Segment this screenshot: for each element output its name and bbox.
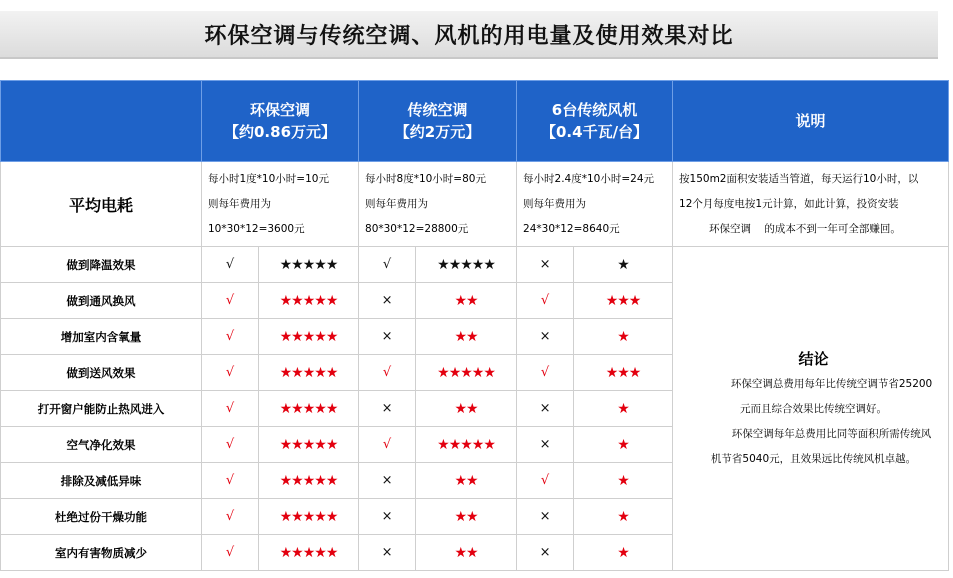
- eco-ac-stars: ★★★★★: [259, 283, 359, 319]
- fans-stars: ★: [574, 427, 673, 463]
- traditional-ac-stars: ★★: [416, 499, 517, 535]
- calc-line: 则每年费用为: [208, 197, 271, 210]
- feature-label: 空气净化效果: [1, 427, 202, 463]
- fans-cost-cell: [517, 162, 673, 247]
- calc-line: 则每年费用为: [365, 197, 429, 210]
- comparison-table: [0, 80, 949, 571]
- eco-ac-mark: √: [202, 319, 259, 355]
- traditional-ac-stars: ★★: [416, 391, 517, 427]
- traditional-ac-stars: ★★★★★: [416, 355, 517, 391]
- eco-ac-mark: √: [202, 463, 259, 499]
- feature-label: 打开窗户能防止热风进入: [1, 391, 202, 427]
- traditional-ac-mark: ×: [359, 535, 416, 571]
- eco-ac-stars: ★★★★★: [259, 319, 359, 355]
- eco-ac-mark: √: [202, 247, 259, 283]
- note-tail: 的成本不到一年可全部赚回。: [764, 222, 901, 235]
- conclusion-text: 环保空调总费用每年比传统空调节省25200: [730, 377, 933, 390]
- fans-mark: √: [517, 463, 574, 499]
- calc-line: 每小时1度*10小时=10元: [208, 172, 329, 185]
- fans-mark: ×: [517, 391, 574, 427]
- traditional-ac-mark: ×: [359, 283, 416, 319]
- feature-label: 室内有害物质减少: [1, 535, 202, 571]
- feature-label: 做到降温效果: [1, 247, 202, 283]
- conclusion-title: 结论: [798, 349, 829, 368]
- traditional-ac-cost-cell: [359, 162, 517, 247]
- header-traditional-ac: [359, 81, 517, 162]
- fans-stars: ★★★: [574, 355, 673, 391]
- feature-label: 排除及减低异味: [1, 463, 202, 499]
- feature-label: 做到通风换风: [1, 283, 202, 319]
- eco-ac-mark: √: [202, 499, 259, 535]
- page-title: 环保空调与传统空调、风机的用电量及使用效果对比: [0, 11, 938, 59]
- eco-ac-stars: ★★★★★: [259, 427, 359, 463]
- note-brand: 环保空调: [709, 222, 752, 235]
- note-line: [679, 217, 948, 242]
- header-traditional-ac-name: 传统空调: [407, 101, 468, 119]
- eco-ac-stars: ★★★★★: [259, 499, 359, 535]
- eco-ac-mark: √: [202, 283, 259, 319]
- traditional-ac-stars: ★★: [416, 283, 517, 319]
- header-eco-ac-price: 【约0.86万元】: [224, 123, 337, 141]
- header-empty: [1, 81, 202, 162]
- calc-line: 24*30*12=8640元: [523, 222, 620, 235]
- calc-line: 每小时8度*10小时=80元: [365, 172, 486, 185]
- header-row: [1, 81, 949, 162]
- traditional-ac-stars: ★★: [416, 319, 517, 355]
- header-notes-name: 说明: [795, 112, 826, 130]
- header-eco-ac: [202, 81, 359, 162]
- conclusion-text: 环保空调每年总费用比同等面积所需传统风: [731, 427, 932, 440]
- fans-mark: ×: [517, 427, 574, 463]
- traditional-ac-mark: ×: [359, 391, 416, 427]
- avg-power-label: 平均电耗: [1, 162, 202, 247]
- fans-stars: ★★★: [574, 283, 673, 319]
- eco-ac-stars: ★★★★★: [259, 463, 359, 499]
- traditional-ac-mark: ×: [359, 499, 416, 535]
- feature-label: 做到送风效果: [1, 355, 202, 391]
- traditional-ac-mark: √: [359, 355, 416, 391]
- fans-mark: √: [517, 355, 574, 391]
- fans-mark: ×: [517, 535, 574, 571]
- eco-ac-stars: ★★★★★: [259, 391, 359, 427]
- fans-stars: ★: [574, 499, 673, 535]
- fans-stars: ★: [574, 463, 673, 499]
- traditional-ac-mark: √: [359, 427, 416, 463]
- traditional-ac-mark: √: [359, 247, 416, 283]
- fans-stars: ★: [574, 319, 673, 355]
- conclusion-cell: [673, 247, 949, 571]
- traditional-ac-mark: ×: [359, 319, 416, 355]
- eco-ac-mark: √: [202, 535, 259, 571]
- header-fans-price: 【0.4千瓦/台】: [541, 123, 649, 141]
- calc-line: 80*30*12=28800元: [365, 222, 469, 235]
- conclusion-line: 机节省5040元，且效果远比传统风机卓越。: [710, 452, 917, 465]
- eco-ac-stars: ★★★★★: [259, 355, 359, 391]
- conclusion-line: [679, 372, 948, 397]
- note-line: 按150m2面积安装适当管道，每天运行10小时，以: [679, 172, 919, 185]
- fans-stars: ★: [574, 535, 673, 571]
- avg-power-row: [1, 162, 949, 247]
- fans-stars: ★: [574, 391, 673, 427]
- traditional-ac-stars: ★★: [416, 463, 517, 499]
- header-traditional-ac-price: 【约2万元】: [394, 123, 481, 141]
- conclusion-line: [679, 422, 948, 447]
- eco-ac-mark: √: [202, 355, 259, 391]
- note-line: 12个月每度电按1元计算，如此计算，投资安装: [679, 197, 899, 210]
- traditional-ac-stars: ★★★★★: [416, 427, 517, 463]
- fans-mark: √: [517, 283, 574, 319]
- eco-ac-stars: ★★★★★: [259, 535, 359, 571]
- fans-stars: ★: [574, 247, 673, 283]
- fans-mark: ×: [517, 247, 574, 283]
- fans-mark: ×: [517, 319, 574, 355]
- eco-ac-stars: ★★★★★: [259, 247, 359, 283]
- feature-label: 杜绝过份干燥功能: [1, 499, 202, 535]
- eco-ac-cost-cell: [202, 162, 359, 247]
- calc-line: 每小时2.4度*10小时=24元: [523, 172, 654, 185]
- header-eco-ac-name: 环保空调: [250, 101, 311, 119]
- traditional-ac-mark: ×: [359, 463, 416, 499]
- conclusion-line: 元而且综合效果比传统空调好。: [740, 402, 888, 415]
- header-fans: [517, 81, 673, 162]
- eco-ac-mark: √: [202, 391, 259, 427]
- traditional-ac-stars: ★★: [416, 535, 517, 571]
- calc-line: 10*30*12=3600元: [208, 222, 305, 235]
- fans-mark: ×: [517, 499, 574, 535]
- notes-cell: [673, 162, 949, 247]
- eco-ac-mark: √: [202, 427, 259, 463]
- header-fans-name: 6台传统风机: [551, 101, 638, 119]
- traditional-ac-stars: ★★★★★: [416, 247, 517, 283]
- header-notes: [673, 81, 949, 162]
- calc-line: 则每年费用为: [523, 197, 587, 210]
- feature-label: 增加室内含氧量: [1, 319, 202, 355]
- feature-row: [1, 247, 949, 283]
